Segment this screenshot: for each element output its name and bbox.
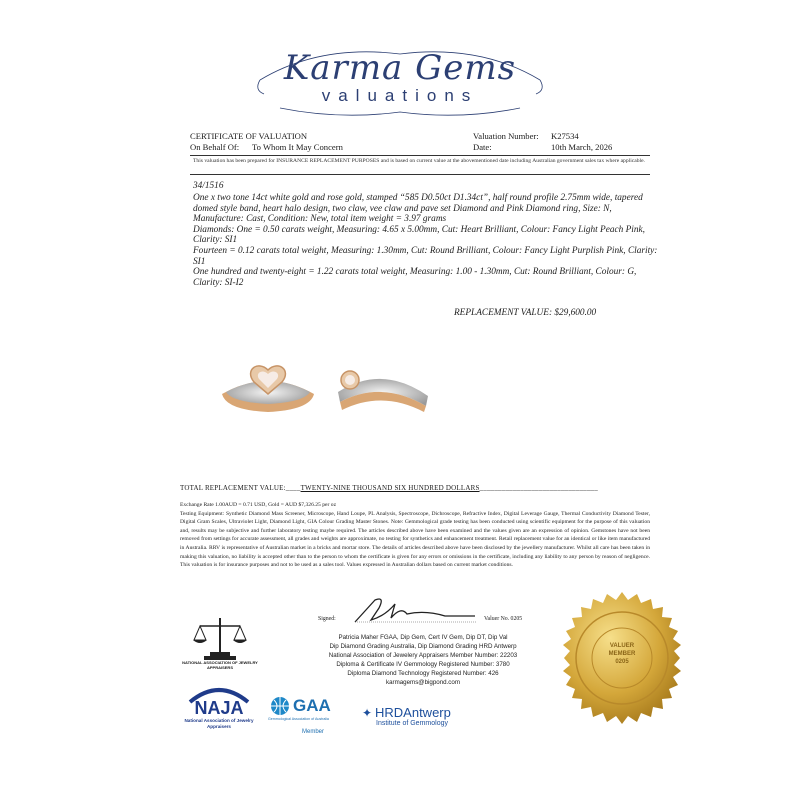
total-words: TWENTY-NINE THOUSAND SIX HUNDRED DOLLARS — [300, 484, 480, 492]
terms-block — [180, 501, 650, 570]
credentials — [278, 633, 568, 688]
on-behalf-label: On Behalf Of: — [190, 142, 240, 152]
valuation-number-label: Valuation Number: — [473, 131, 539, 141]
diamonds-white: One hundred and twenty-eight = 1.22 carats total weight, Measuring: 1.00 - 1.30mm, Cut: Round Brilliant, Colour: G, Clarity: SI-I2 — [193, 267, 637, 288]
on-behalf-value: To Whom It May Concern — [252, 142, 343, 152]
diamonds-pink: Fourteen = 0.12 carats total weight, Measuring: 1.30mm, Cut: Round Brilliant, Colour: Fancy Light Purplish Pink, Clarity: SI1 — [193, 245, 658, 267]
credential-line: Dip Diamond Grading Australia, Dip Diamond Grading HRD Antwerp — [329, 643, 517, 651]
naja-seal-text: NATIONAL ASSOCIATION OF JEWELRY APPRAISERS — [182, 660, 258, 670]
gaa-subtitle: Gemmological Association of Australia — [268, 717, 329, 721]
date-label: Date: — [473, 142, 492, 152]
seal-text: VALUER MEMBER 0205 — [608, 643, 636, 665]
purpose-note: This valuation has been prepared for INSURANCE REPLACEMENT PURPOSES and is based on current value at the abovementioned date including Australian government sales tax where applicable. — [193, 158, 645, 164]
brand-name: Karma Gems — [283, 48, 517, 88]
signature-image — [345, 596, 485, 626]
diamonds-center: Diamonds: One = 0.50 carats weight, Measuring: 4.65 x 5.00mm, Cut: Heart Brilliant, Colour: Fancy Light Peach Pink, Clarity: SI1 — [193, 224, 645, 246]
date-value: 10th March, 2026 — [551, 142, 613, 152]
brand-tagline: valuations — [321, 86, 479, 105]
gaa-globe-icon — [270, 696, 290, 716]
hrd-star-icon: ✦ — [362, 706, 373, 720]
naja-logo: NAJA — [194, 698, 244, 718]
credential-line: National Association of Jewelery Appraisers Member Number: 22203 — [328, 652, 518, 660]
naja-subtitle: National Association of Jewelry Appraisers — [184, 718, 254, 729]
credential-line: Patricia Maher FGAA, Dip Gem, Cert IV Gem, Dip DT, Dip Val — [338, 634, 508, 641]
header-divider — [190, 155, 650, 156]
hrd-subtitle: Institute of Gemmology — [376, 720, 448, 727]
item-description: One x two tone 14ct white gold and rose gold, stamped “585 D0.50ct D1.34ct”, half round profile 2.75mm wide, tapered domed style band, heart halo design, two claw, vee claw and pave set Diamond and Pink Diamond ring, Size: N, Manufacture: Cast, Condition: New, total item weight = 3.97 grams — [193, 193, 643, 225]
ring-photo-side — [332, 362, 432, 416]
hrd-logo: HRDAntwerp — [375, 705, 451, 720]
item-description-block — [193, 193, 658, 288]
exchange-rate: Exchange Rate 1.00AUD = 0.71 USD, Gold = AUD $7,326.25 per oz — [180, 502, 337, 508]
gaa-logo: GAA — [293, 696, 331, 715]
ring-photo-front — [218, 358, 318, 414]
scales-of-justice-icon — [190, 612, 250, 664]
total-label: TOTAL REPLACEMENT VALUE: — [180, 484, 286, 492]
gaa-member: Member — [301, 729, 324, 735]
valuation-number-value: K27534 — [551, 131, 579, 141]
signed-label: Signed: — [318, 616, 336, 622]
credential-line: Diploma & Certificate IV Gemmology Registered Number: 3780 — [336, 661, 510, 669]
total-line: TOTAL REPLACEMENT VALUE:____TWENTY-NINE THOUSAND SIX HUNDRED DOLLARS________________________________ — [180, 484, 598, 492]
contact-email: karmagems@bigpond.com — [385, 679, 461, 687]
purpose-divider — [190, 174, 650, 175]
certificate-title: CERTIFICATE OF VALUATION — [190, 131, 308, 141]
credential-line: Diploma Diamond Technology Registered Number: 426 — [347, 670, 499, 678]
replacement-value: REPLACEMENT VALUE: $29,600.00 — [454, 308, 597, 318]
item-reference: 34/1516 — [193, 181, 224, 191]
valuer-number: Valuer No. 0205 — [484, 616, 523, 622]
terms-text: Testing Equipment: Synthetic Diamond Mass Screener, Microscope, Hand Loupe, PL Analysis, Spectroscope, Dichroscope, Refractive Index, Digital Leverage Gauge, Thermal Conductivity Diamond Tester, Digital Gram Scales, Ultraviolet Light, Diamond Light, GIA Colour Grading Master Stones. Note: Gemmological grade testing has been conducted using scientific equipment for the purpose of this valuation and, results may be subjective and further laboratory testing maybe required. The articles described above have been examined and the values given are an expression of opinion. Gemstones have not been removed from settings for accurate assessment, all grades and weights are approximate, no testing for synthetics and enhancement treatment. Retail replacement value for an identical or like item manufactured in Australia. RRV is representative of Australian market in a bricks and mortar store. The details of articles described above have been disclosed by the jewellery manufacturer. Whilst all care has been taken in making this valuation, no liability is accepted other than to the person to whom the certificate is given for any errors or omissions in the certificate, including any liability to any person by reason of negligence. This valuation is for insurance purposes and not to be used as a sales tool. Values expressed in Australian dollars based on current market conditions. — [180, 510, 650, 569]
